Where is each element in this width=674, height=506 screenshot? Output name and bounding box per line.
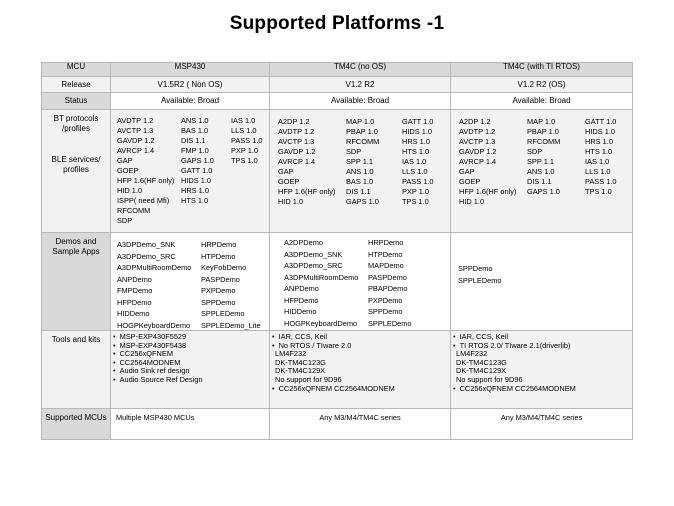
list-item: TPS 1.0: [585, 187, 612, 196]
status-tm4c-rtos: Available: Broad: [451, 93, 633, 110]
list-item: SPPDemo: [368, 307, 403, 316]
list-item: SPP 1.1: [527, 157, 554, 166]
tools-tm4c-rtos: [451, 331, 633, 409]
list-item: AVDTP 1.2: [117, 116, 154, 125]
ble-label: BLE services/ profiles: [51, 155, 101, 174]
list-item: HID 1.0: [278, 197, 304, 206]
list-item: HRPDemo: [201, 240, 237, 249]
list-item: AVCTP 1.3: [117, 126, 154, 135]
status-tm4c: Available: Broad: [270, 93, 451, 110]
list-item: DIS 1.1: [527, 177, 552, 186]
list-item: GAP: [278, 167, 294, 176]
demos-msp430: [111, 233, 270, 331]
list-item: AVDTP 1.2: [278, 127, 315, 136]
list-item: DK-TM4C123G: [456, 357, 507, 367]
list-item: LM4F232: [275, 349, 307, 359]
list-item: SPPDemo: [201, 297, 236, 307]
profiles-tm4c: [270, 110, 451, 233]
list-item: HRS 1.0: [181, 186, 209, 195]
list-item: HID 1.0: [117, 186, 143, 195]
status-msp430: Available: Broad: [111, 93, 270, 110]
list-item: SPPLEDemo: [458, 275, 502, 285]
list-item: HIDS 1.0: [402, 127, 432, 136]
demos-msp430-col1: [117, 239, 191, 331]
list-item: FMP 1.0: [181, 146, 209, 155]
tools-label: Tools and kits: [42, 331, 111, 409]
list-item: SPPLEDemo: [201, 309, 245, 318]
list-item: GAPS 1.0: [527, 187, 560, 196]
list-item: GOEP: [117, 166, 139, 175]
list-item: • CC2564MODNEM: [121, 359, 269, 368]
release-tm4c: V1.2 R2: [270, 77, 451, 93]
list-item: A2DPDemo: [284, 238, 324, 247]
list-item: HRS 1.0: [402, 137, 430, 146]
list-item: AVCTP 1.3: [459, 137, 496, 146]
list-item: MAP 1.0: [346, 117, 375, 126]
list-item: PXP 1.0: [231, 146, 258, 155]
list-item: • CC256xQFNEM CC2564MODNEM: [461, 385, 632, 394]
list-item: A2DP 1.2: [459, 117, 491, 126]
list-item: TPS 1.0: [402, 197, 429, 206]
mcus-tm4c-rtos: Any M3/M4/TM4C series: [451, 409, 633, 440]
list-item: PBAP 1.0: [346, 127, 378, 136]
list-item: HTPDemo: [201, 251, 236, 261]
list-item: IAS 1.0: [585, 157, 610, 166]
profiles-rtos-col1: [459, 117, 516, 207]
tools-tm4c: [270, 331, 451, 409]
release-msp430: V1.5R2 ( Non OS): [111, 77, 270, 93]
list-item: GATT 1.0: [402, 117, 434, 126]
list-item: A3DPDemo_SRC: [117, 251, 176, 261]
profiles-msp430-col2: [181, 116, 214, 206]
list-item: BAS 1.0: [346, 177, 374, 186]
list-item: HTS 1.0: [585, 147, 613, 156]
list-item: ANPDemo: [284, 284, 319, 293]
header-mcu: MCU: [42, 63, 111, 77]
list-item: A3DPDemo_SRC: [284, 261, 343, 270]
list-item: DK-TM4C129X: [456, 366, 507, 376]
list-item: • IAR, CCS, Keil: [280, 333, 450, 342]
list-item: SPP 1.1: [346, 157, 373, 166]
header-row: [42, 63, 633, 77]
list-item: PXPDemo: [201, 286, 236, 295]
list-item: ISPP( need Mfi): [117, 196, 170, 205]
tools-row: [42, 331, 633, 409]
list-item: GAPS 1.0: [346, 197, 379, 206]
status-label: Status: [42, 93, 111, 110]
demos-row: [42, 233, 633, 331]
list-item: No support for 9D96: [456, 374, 523, 384]
profiles-tm4c-col1: [278, 117, 335, 207]
list-item: PXP 1.0: [402, 187, 429, 196]
mcus-tm4c: Any M3/M4/TM4C series: [270, 409, 451, 440]
list-item: AVRCP 1.4: [278, 157, 316, 166]
list-item: SPPDemo: [458, 264, 493, 273]
list-item: GAP: [117, 156, 133, 165]
list-item: GOEP: [459, 177, 481, 186]
list-item: AVRCP 1.4: [459, 157, 497, 166]
list-item: FMPDemo: [117, 286, 153, 295]
list-item: LLS 1.0: [585, 167, 611, 176]
list-item: GAPS 1.0: [181, 156, 214, 165]
list-item: GATT 1.0: [585, 117, 617, 126]
tools-tm4c-bullets1: [270, 333, 450, 350]
list-item: IAS 1.0: [402, 157, 427, 166]
profiles-msp430-col1: [117, 116, 174, 226]
list-item: AVCTP 1.3: [278, 137, 315, 146]
list-item: PASPDemo: [368, 272, 407, 282]
list-item: DIS 1.1: [181, 136, 206, 145]
list-item: HIDS 1.0: [181, 176, 211, 185]
list-item: PASS 1.0: [585, 177, 617, 186]
demos-label: Demos and Sample Apps: [42, 233, 111, 331]
mcus-msp430: Multiple MSP430 MCUs: [111, 409, 270, 440]
list-item: DK-TM4C129X: [275, 366, 326, 376]
list-item: LLS 1.0: [231, 126, 257, 135]
list-item: GOEP: [278, 177, 300, 186]
list-item: No support for 9D96: [275, 374, 342, 384]
list-item: • IAR, CCS, Keil: [461, 333, 632, 342]
tools-tm4c-plain: [270, 350, 450, 384]
release-row: [42, 77, 633, 93]
tools-msp430: [111, 331, 270, 409]
list-item: HRS 1.0: [585, 137, 613, 146]
list-item: IAS 1.0: [231, 116, 256, 125]
list-item: ANPDemo: [117, 274, 152, 284]
profiles-rtos-col2: [527, 117, 560, 197]
list-item: GATT 1.0: [181, 166, 213, 175]
list-item: HRPDemo: [368, 238, 404, 247]
list-item: A3DPMultiRoomDemo: [284, 272, 359, 282]
list-item: HIDDemo: [117, 309, 150, 318]
list-item: PXPDemo: [368, 295, 403, 305]
list-item: A3DPDemo_SNK: [284, 249, 343, 259]
list-item: KeyFobDemo: [201, 263, 247, 272]
profiles-tm4c-col2: [346, 117, 379, 207]
tools-tm4c-bullets2: [270, 385, 450, 394]
platforms-table: [41, 62, 633, 440]
list-item: HFP 1.6(HF only): [459, 187, 517, 196]
list-item: • Audio Sink ref design: [121, 367, 269, 376]
list-item: HFP 1.6(HF only): [117, 176, 175, 185]
list-item: TPS 1.0: [231, 156, 258, 165]
status-row: [42, 93, 633, 110]
list-item: SDP: [346, 147, 362, 156]
list-item: ANS 1.0: [346, 167, 374, 176]
list-item: GAVDP 1.2: [459, 147, 497, 156]
list-item: PBAPDemo: [368, 284, 408, 293]
list-item: HOGPKeyboardDemo: [117, 320, 191, 330]
list-item: AVRCP 1.4: [117, 146, 155, 155]
list-item: PASPDemo: [201, 274, 240, 284]
list-item: HTS 1.0: [181, 196, 209, 205]
list-item: HFPDemo: [117, 297, 152, 307]
demos-rtos-col1: [458, 263, 502, 286]
list-item: HIDS 1.0: [585, 127, 615, 136]
release-label: Release: [42, 77, 111, 93]
list-item: SDP: [117, 216, 133, 225]
list-item: A3DPMultiRoomDemo: [117, 263, 192, 272]
demos-tm4c-col2: [368, 237, 412, 329]
list-item: HFPDemo: [284, 295, 319, 305]
list-item: SDP: [527, 147, 543, 156]
list-item: HTS 1.0: [402, 147, 430, 156]
list-item: GAVDP 1.2: [117, 136, 155, 145]
list-item: AVDTP 1.2: [459, 127, 496, 136]
list-item: • No RTOS / TIware 2.0: [280, 342, 450, 351]
demos-tm4c: [270, 233, 451, 331]
list-item: • TI RTOS 2.0/ TIware 2.1(driverlib): [461, 342, 632, 351]
list-item: LM4F232: [456, 349, 488, 359]
bt-label: BT protocols /profiles: [53, 114, 99, 133]
list-item: ANS 1.0: [181, 116, 209, 125]
profiles-msp430-col3: [231, 116, 263, 166]
list-item: DK-TM4C123G: [275, 357, 326, 367]
mcus-row: [42, 409, 633, 440]
list-item: PASS 1.0: [402, 177, 434, 186]
demos-tm4c-rtos: [451, 233, 633, 331]
list-item: A3DPDemo_SNK: [117, 240, 176, 249]
demos-tm4c-col1: [284, 237, 358, 329]
list-item: HOGPKeyboardDemo: [284, 318, 358, 328]
list-item: RFCOMM: [117, 206, 151, 215]
header-tm4c: TM4C (no OS): [270, 63, 451, 77]
profiles-rtos-col3: [585, 117, 617, 197]
list-item: HID 1.0: [459, 197, 485, 206]
header-msp430: MSP430: [111, 63, 270, 77]
list-item: PASS 1.0: [231, 136, 263, 145]
list-item: SPPLEDemo: [368, 318, 412, 328]
demos-msp430-col2: [201, 239, 261, 331]
list-item: RFCOMM: [527, 137, 561, 146]
page-title: Supported Platforms -1: [229, 13, 445, 34]
list-item: GAP: [459, 167, 475, 176]
list-item: ANS 1.0: [527, 167, 555, 176]
mcus-label: Supported MCUs: [42, 409, 111, 440]
tools-msp430-list: [111, 333, 269, 385]
list-item: PBAP 1.0: [527, 127, 559, 136]
tools-rtos-plain: [451, 350, 632, 384]
list-item: • Audio Source Ref Design: [121, 376, 269, 385]
list-item: RFCOMM: [346, 137, 380, 146]
release-tm4c-rtos: V1.2 R2 (OS): [451, 77, 633, 93]
list-item: • CC256xQFNEM CC2564MODNEM: [280, 385, 450, 394]
list-item: MAPDemo: [368, 261, 404, 270]
list-item: BAS 1.0: [181, 126, 209, 135]
profiles-label: [42, 110, 111, 233]
list-item: DIS 1.1: [346, 187, 371, 196]
list-item: LLS 1.0: [402, 167, 428, 176]
list-item: MAP 1.0: [527, 117, 556, 126]
list-item: • CC256xQFNEM: [121, 350, 269, 359]
tools-rtos-bullets1: [451, 333, 632, 350]
profiles-msp430: [111, 110, 270, 233]
list-item: • MSP-EXP430F5438: [121, 342, 269, 351]
list-item: HTPDemo: [368, 249, 403, 259]
profiles-row: [42, 110, 633, 233]
list-item: HFP 1.6(HF only): [278, 187, 336, 196]
list-item: SPPLEDemo_Lite: [201, 320, 261, 330]
list-item: • MSP-EXP430F5529: [121, 333, 269, 342]
profiles-tm4c-rtos: [451, 110, 633, 233]
tools-rtos-bullets2: [451, 385, 632, 394]
list-item: A2DP 1.2: [278, 117, 310, 126]
header-tm4c-rtos: TM4C (with TI RTOS): [451, 63, 633, 77]
list-item: HIDDemo: [284, 307, 317, 316]
list-item: GAVDP 1.2: [278, 147, 316, 156]
profiles-tm4c-col3: [402, 117, 434, 207]
